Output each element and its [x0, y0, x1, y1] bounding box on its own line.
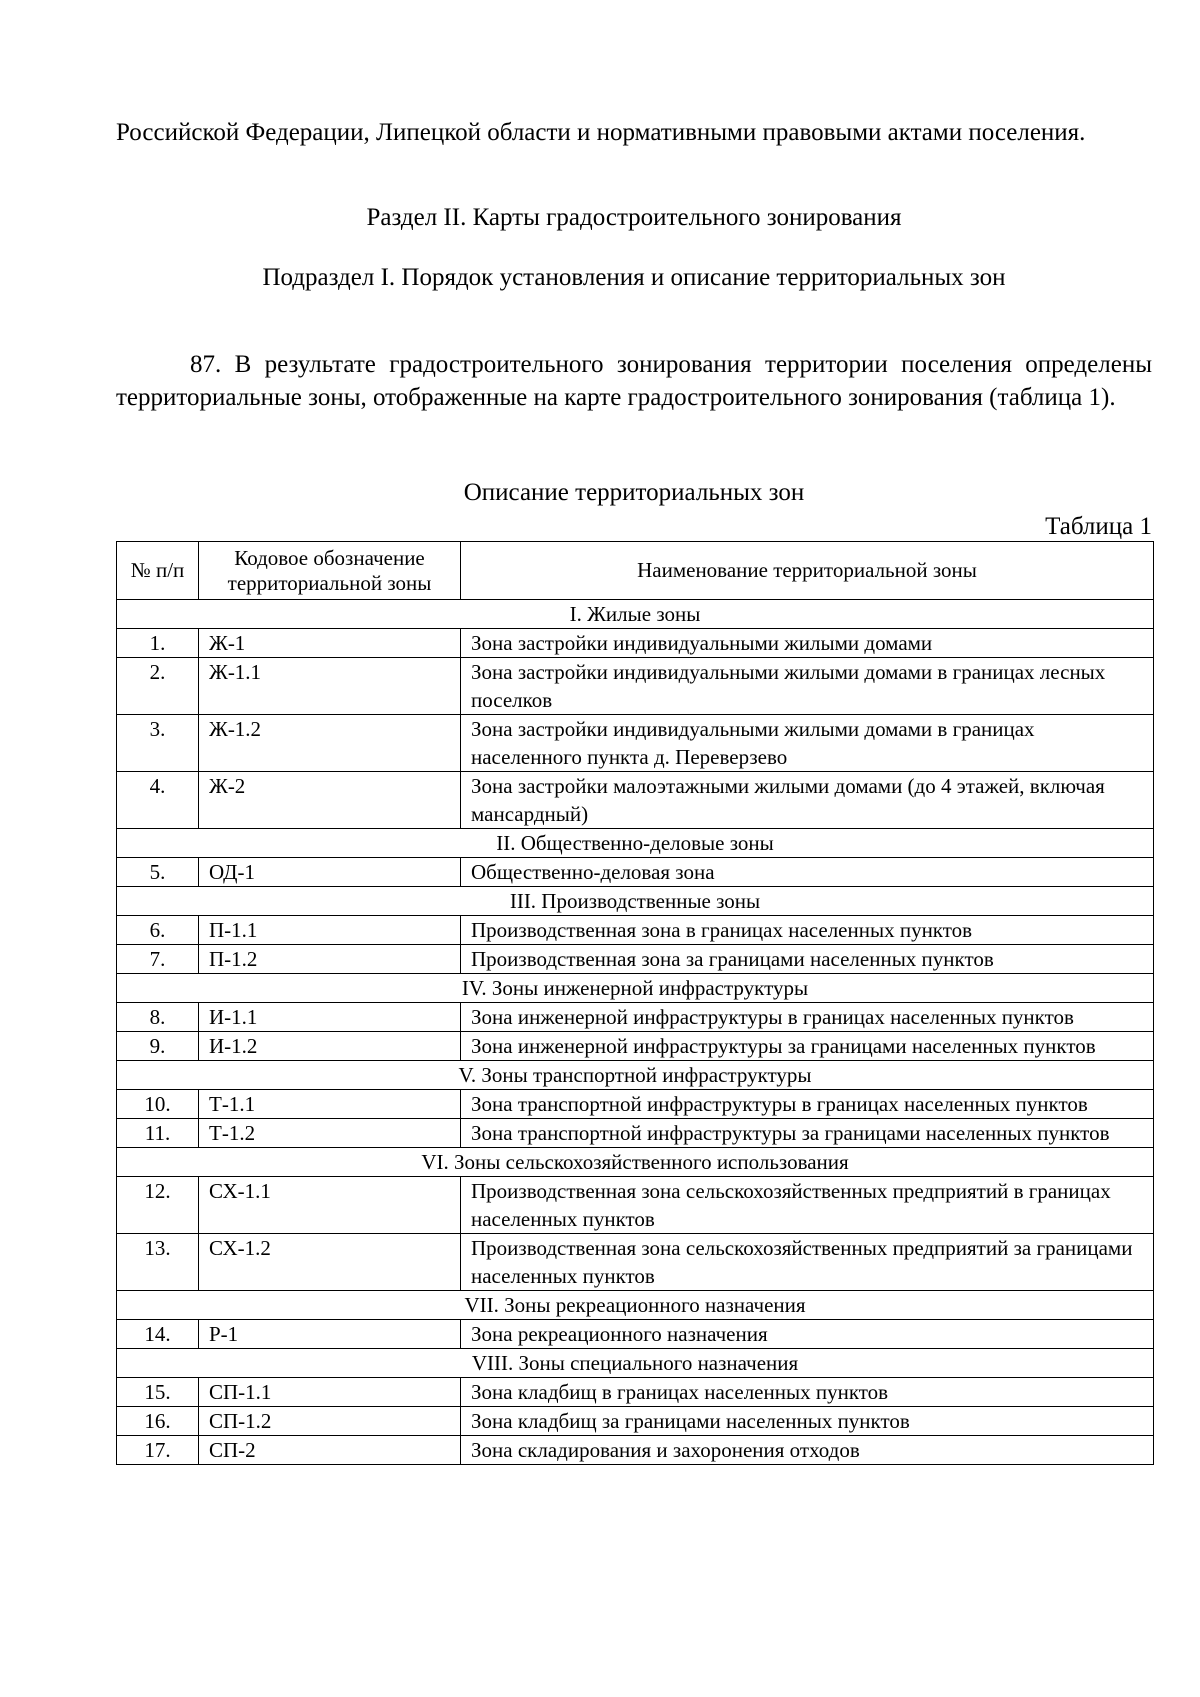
group-title: VIII. Зоны специального назначения [117, 1349, 1154, 1378]
zone-name: Зона складирования и захоронения отходов [461, 1436, 1154, 1465]
group-title: I. Жилые зоны [117, 600, 1154, 629]
row-number: 3. [117, 715, 199, 772]
zone-name: Зона кладбищ в границах населенных пунктов [461, 1378, 1154, 1407]
row-number: 7. [117, 945, 199, 974]
zone-name: Зона застройки малоэтажными жилыми домами (до 4 этажей, включая мансардный) [461, 772, 1154, 829]
zone-name: Зона инженерной инфраструктуры за границами населенных пунктов [461, 1032, 1154, 1061]
group-title: V. Зоны транспортной инфраструктуры [117, 1061, 1154, 1090]
zone-name: Общественно-деловая зона [461, 858, 1154, 887]
row-number: 10. [117, 1090, 199, 1119]
row-number: 13. [117, 1234, 199, 1291]
table-row [117, 772, 1154, 829]
table-row [117, 1090, 1154, 1119]
table-row [117, 1177, 1154, 1234]
zone-code: Ж-1.2 [199, 715, 461, 772]
group-row [117, 600, 1154, 629]
zone-name: Зона транспортной инфраструктуры в границах населенных пунктов [461, 1090, 1154, 1119]
zone-name: Зона кладбищ за границами населенных пунктов [461, 1407, 1154, 1436]
zone-name: Производственная зона сельскохозяйственных предприятий в границах населенных пунктов [461, 1177, 1154, 1234]
zone-code: СХ-1.1 [199, 1177, 461, 1234]
table-row [117, 1378, 1154, 1407]
zone-code: Т-1.2 [199, 1119, 461, 1148]
group-title: II. Общественно-деловые зоны [117, 829, 1154, 858]
table-row [117, 945, 1154, 974]
zone-code: П-1.2 [199, 945, 461, 974]
row-number: 16. [117, 1407, 199, 1436]
group-row [117, 887, 1154, 916]
group-row [117, 1349, 1154, 1378]
table-row [117, 629, 1154, 658]
table-row [117, 658, 1154, 715]
group-title: III. Производственные зоны [117, 887, 1154, 916]
paragraph-87: 87. В результате градостроительного зонирования территории поселения определены территориальные зоны, отображенные на карте градостроительного зонирования (таблица 1). [116, 351, 1152, 411]
group-title: IV. Зоны инженерной инфраструктуры [117, 974, 1154, 1003]
table-row [117, 1407, 1154, 1436]
zone-name: Зона застройки индивидуальными жилыми домами в границах населенного пункта д. Переверзево [461, 715, 1154, 772]
section-title: Раздел II. Карты градостроительного зонирования [366, 204, 902, 231]
zone-name: Зона транспортной инфраструктуры за границами населенных пунктов [461, 1119, 1154, 1148]
table-row [117, 916, 1154, 945]
group-row [117, 1148, 1154, 1177]
zone-code: Ж-1 [199, 629, 461, 658]
zone-code: П-1.1 [199, 916, 461, 945]
row-number: 8. [117, 1003, 199, 1032]
row-number: 5. [117, 858, 199, 887]
table-number: Таблица 1 [1045, 513, 1152, 540]
zone-code: Ж-2 [199, 772, 461, 829]
table-row [117, 858, 1154, 887]
table-header-row [117, 542, 1154, 600]
table-row [117, 1032, 1154, 1061]
zone-code: Т-1.1 [199, 1090, 461, 1119]
row-number: 12. [117, 1177, 199, 1234]
zone-code: Р-1 [199, 1320, 461, 1349]
group-row [117, 974, 1154, 1003]
zones-table-body [117, 600, 1154, 1465]
group-row [117, 1061, 1154, 1090]
zone-name: Производственная зона в границах населенных пунктов [461, 916, 1154, 945]
group-row [117, 1291, 1154, 1320]
row-number: 2. [117, 658, 199, 715]
row-number: 15. [117, 1378, 199, 1407]
row-number: 14. [117, 1320, 199, 1349]
zone-code: ОД-1 [199, 858, 461, 887]
row-number: 11. [117, 1119, 199, 1148]
zone-code: СП-1.1 [199, 1378, 461, 1407]
row-number: 9. [117, 1032, 199, 1061]
zone-code: И-1.1 [199, 1003, 461, 1032]
group-title: VI. Зоны сельскохозяйственного использования [117, 1148, 1154, 1177]
zone-name: Производственная зона за границами населенных пунктов [461, 945, 1154, 974]
table-row [117, 1234, 1154, 1291]
zone-code: СХ-1.2 [199, 1234, 461, 1291]
group-title: VII. Зоны рекреационного назначения [117, 1291, 1154, 1320]
zone-name: Зона застройки индивидуальными жилыми домами в границах лесных поселков [461, 658, 1154, 715]
header-name: Наименование территориальной зоны [461, 542, 1154, 600]
zone-name: Зона рекреационного назначения [461, 1320, 1154, 1349]
table-title: Описание территориальных зон [463, 479, 805, 506]
zone-code: И-1.2 [199, 1032, 461, 1061]
intro-continuation: Российской Федерации, Липецкой области и нормативными правовыми актами поселения. [116, 119, 1086, 146]
zones-table [116, 541, 1154, 1465]
zone-name: Зона инженерной инфраструктуры в границах населенных пунктов [461, 1003, 1154, 1032]
table-row [117, 1119, 1154, 1148]
header-code: Кодовое обозначение территориальной зоны [199, 542, 461, 600]
row-number: 4. [117, 772, 199, 829]
zone-code: СП-1.2 [199, 1407, 461, 1436]
table-row [117, 715, 1154, 772]
table-row [117, 1320, 1154, 1349]
zone-code: Ж-1.1 [199, 658, 461, 715]
header-num: № п/п [117, 542, 199, 600]
table-row [117, 1003, 1154, 1032]
group-row [117, 829, 1154, 858]
zone-code: СП-2 [199, 1436, 461, 1465]
row-number: 6. [117, 916, 199, 945]
row-number: 17. [117, 1436, 199, 1465]
table-row [117, 1436, 1154, 1465]
subsection-title: Подраздел I. Порядок установления и описание территориальных зон [262, 264, 1006, 291]
row-number: 1. [117, 629, 199, 658]
zone-name: Зона застройки индивидуальными жилыми домами [461, 629, 1154, 658]
zone-name: Производственная зона сельскохозяйственных предприятий за границами населенных пунктов [461, 1234, 1154, 1291]
